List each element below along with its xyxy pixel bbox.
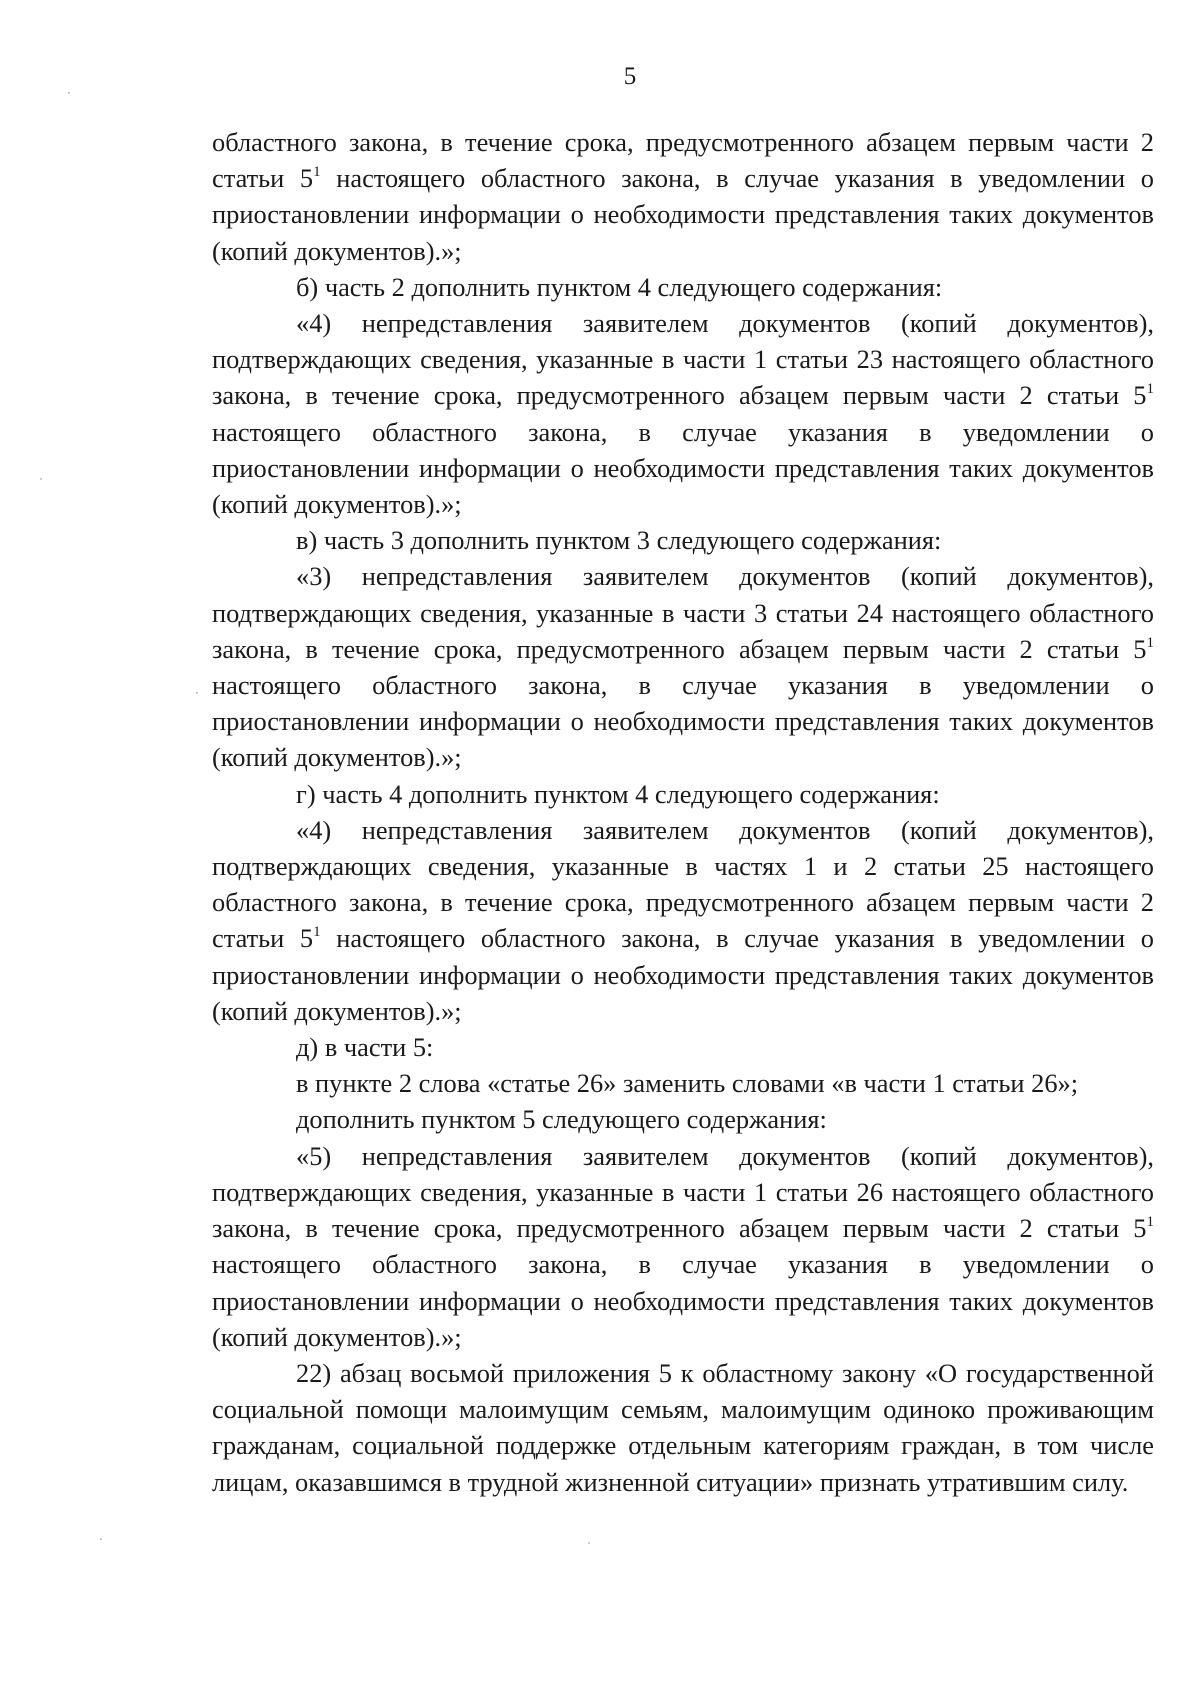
paragraph [212,1355,1154,1500]
paragraph-text: дополнить пунктом 5 следующего содержания: [296,1104,827,1135]
paragraph-text: в) часть 3 дополнить пунктом 3 следующего содержания: [296,525,942,556]
paragraph-text: в пункте 2 слова «статье 26» заменить словами «в части 1 статьи 26»; [296,1068,1079,1099]
superscript: 1 [1146,634,1154,651]
scan-speck [40,478,42,480]
paragraph-text: «4) непредставления заявителем документов (копий документов), подтверждающих сведения, указанные в частях 1 и 2 статьи 25 настоящего областного закона, в течение срока, предусмотренного абзацем первым части 2 статьи 5 [212,814,1154,954]
paragraph-text: настоящего областного закона, в случае указания в уведомлении о приостановлении информации о необходимости представления таких документов (копий документов).»; [212,923,1154,1026]
scan-speck [588,1542,590,1544]
paragraph-text: г) часть 4 дополнить пунктом 4 следующего содержания: [296,778,940,809]
paragraph [212,522,1154,558]
paragraph-text: областного закона, в течение срока, предусмотренного абзацем первым части 2 статьи 5 [212,127,1154,194]
paragraph [212,776,1154,812]
paragraph [212,269,1154,305]
paragraph-text: д) в части 5: [296,1032,434,1063]
paragraph [212,124,1154,269]
paragraph [212,1101,1154,1137]
document-body [212,124,1154,1500]
superscript: 1 [1146,1214,1154,1231]
paragraph [212,1138,1154,1355]
paragraph-text: настоящего областного закона, в случае указания в уведомлении о приостановлении информации о необходимости представления таких документов (копий документов).»; [212,416,1154,520]
paragraph [212,558,1154,775]
paragraph-text: «5) непредставления заявителем документов (копий документов), подтверждающих сведения, указанные в части 1 статьи 26 настоящего областного закона, в течение срока, предусмотренного абзацем первым части 2 статьи 5 [212,1140,1154,1244]
paragraph [212,305,1154,522]
paragraph [212,812,1154,1029]
superscript: 1 [313,164,321,181]
paragraph-text: настоящего областного закона, в случае указания в уведомлении о приостановлении информации о необходимости представления таких документов (копий документов).»; [212,670,1154,773]
page-number: 5 [623,63,637,90]
scan-speck [68,92,70,94]
superscript: 1 [1146,381,1154,398]
paragraph-text: настоящего областного закона, в случае указания в уведомлении о приостановлении информации о необходимости представления таких документов (копий документов).»; [212,1249,1154,1352]
paragraph-text: б) часть 2 дополнить пунктом 4 следующего содержания: [296,271,943,302]
paragraph-text: 22) абзац восьмой приложения 5 к областному закону «О государственной социальной помощи малоимущим семьям, малоимущим одиноко проживающим гражданам, социальной поддержке отдельным категориям граждан, в том числе лицам, оказавшимся в трудной жизненной ситуации» признать утратившим силу. [212,1357,1154,1497]
paragraph [212,1029,1154,1065]
paragraph-text: «3) непредставления заявителем документов (копий документов), подтверждающих сведения, указанные в части 3 статьи 24 настоящего областного закона, в течение срока, предусмотренного абзацем первым части 2 статьи 5 [212,561,1154,664]
scan-speck [196,692,198,694]
paragraph [212,1065,1154,1101]
scan-speck [100,1538,102,1540]
paragraph-text: настоящего областного закона, в случае указания в уведомлении о приостановлении информации о необходимости представления таких документов (копий документов).»; [212,163,1154,266]
superscript: 1 [313,924,321,941]
paragraph-text: «4) непредставления заявителем документов (копий документов), подтверждающих сведения, указанные в части 1 статьи 23 настоящего областного закона, в течение срока, предусмотренного абзацем первым части 2 статьи 5 [212,308,1154,411]
